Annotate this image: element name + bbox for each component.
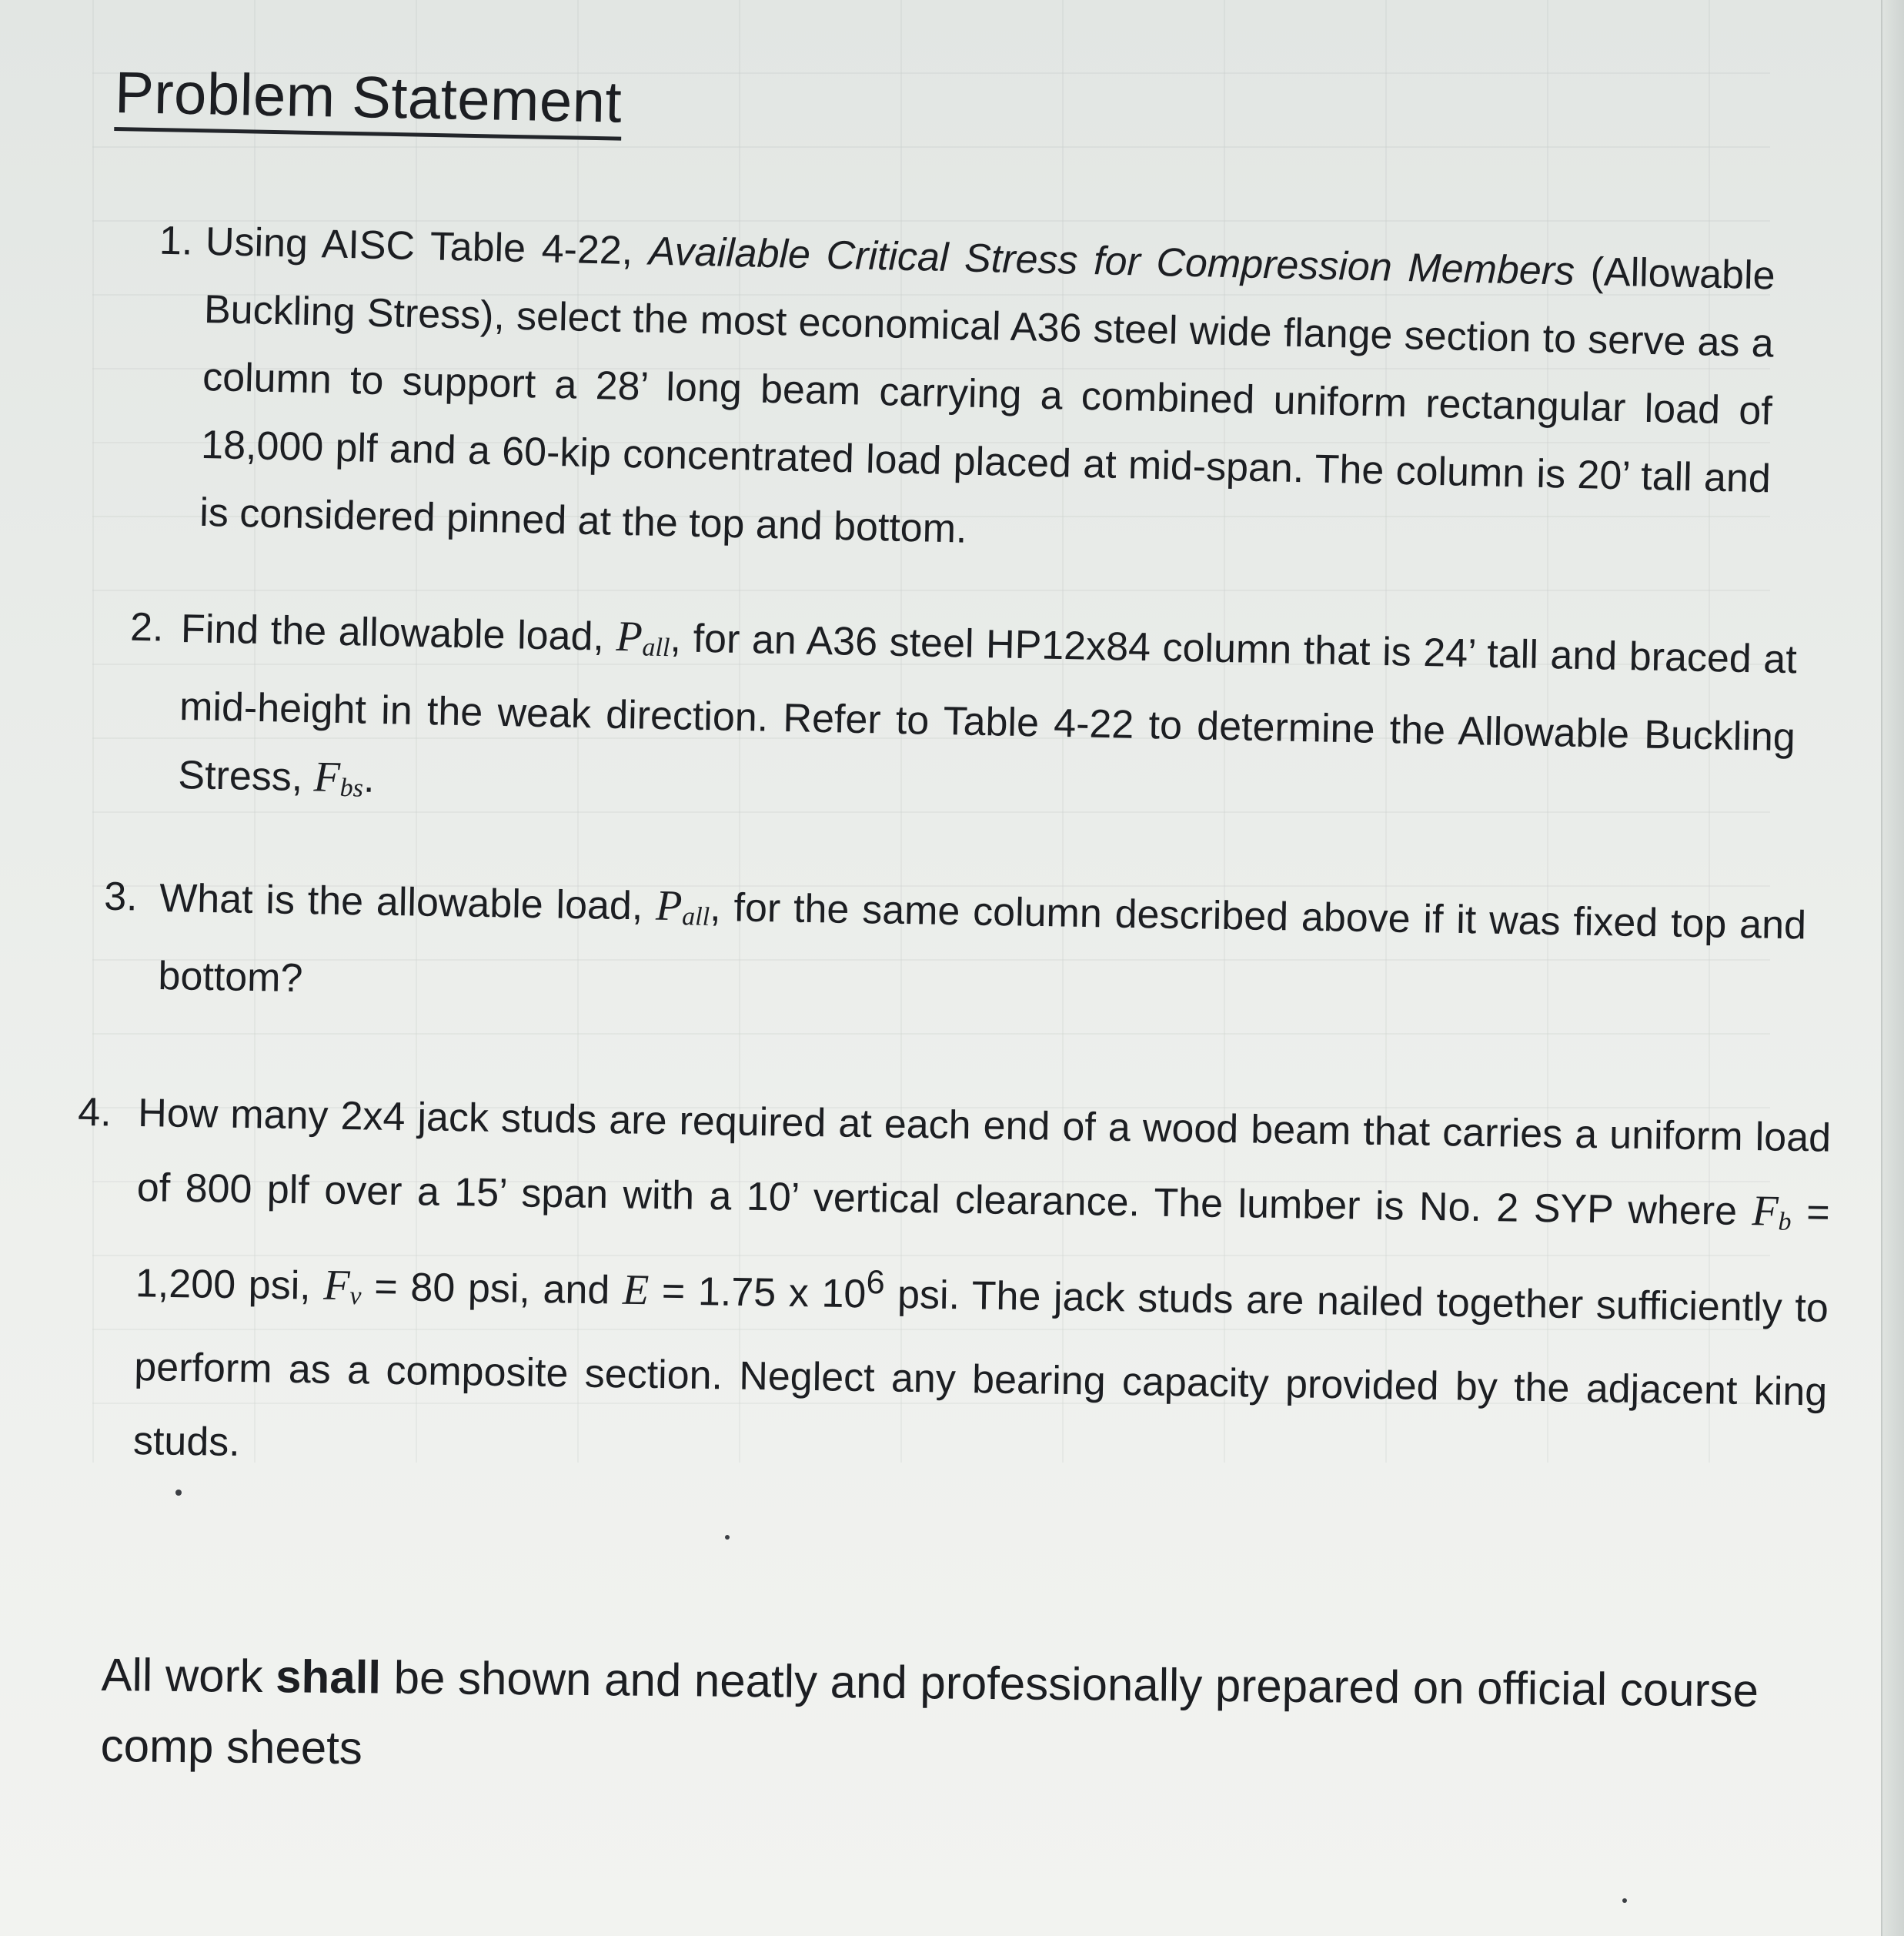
problem-text: , for the same column described above if it was fixed top and bottom? [158, 884, 1807, 1001]
problem-text: (Allowable Buckling Stress), select the most economical A36 steel wide flange section to serve as a column to support a 28’ long beam carrying a combined uniform rectangular load of 18,000 plf and a 60-kip concentrated load placed at mid-span. The column is 20’ tall and is considered pinned at the top and bottom. [199, 249, 1776, 552]
table-title-italic: Available Critical Stress for Compression Members [648, 229, 1575, 294]
problem-text: How many 2x4 jack studs are required at each end of a wood beam that carries a uniform load of 800 plf over a 15’ span with a 10’ vertical clearance. The lumber is No. 2 SYP where [136, 1090, 1832, 1235]
problem-text: Find the allowable load, [180, 606, 617, 660]
exponent: 6 [866, 1264, 886, 1302]
problem-2: 2. Find the allowable load, $P_{all}$, for an A36 steel HP12x84 column that is 24’ tall and braced at mid-height in the weak direction. Refer to Table 4-22 to determine the Allowable Buckling Stress, $F_{bs}$. [177, 594, 1797, 850]
emphasis-bold: shall [275, 1650, 382, 1704]
problem-number: 3. [103, 874, 139, 920]
problem-text: , for an A36 steel HP12x84 column that is 24’ tall and braced at mid-height in the weak direction. Refer to Table 4-22 to determine the Allowable Buckling Stress, [177, 616, 1798, 801]
problem-3 [103, 864, 1807, 1037]
problem-text: What is the allowable load, [159, 875, 656, 929]
problem-4: 4. How many 2x4 jack studs are required at each end of a wood beam that carries a uniform load of 800 plf over a 15’ span with a 10’ vertical clearance. The lumber is No. 2 SYP where $F_b = 1,200$ psi, $F_v = 80$ psi, and E = 1.75 x $10^6$ psi. The jack studs are nailed together sufficiently to perform as a composite section. Neglect any bearing capacity provided by the adjacent king studs. [132, 1076, 1832, 1503]
paper-speck [1622, 1898, 1627, 1903]
problem-number: 1. [159, 218, 194, 264]
p-all-symbol: $P_{all}$ [655, 881, 710, 931]
footer-instruction: All work shall be shown and neatly and professionally prepared on official course comp sheets [100, 1648, 1759, 1774]
f-v-symbol: $F_v$ [322, 1261, 362, 1311]
page-edge [1881, 0, 1904, 1936]
paper-speck [725, 1535, 730, 1540]
page-title: Problem Statement [114, 60, 623, 141]
e-symbol: E [622, 1266, 650, 1315]
problem-text: Using AISC Table 4-22, [205, 219, 650, 274]
f-b-symbol: $F_b$ [1752, 1187, 1792, 1236]
problem-number: 4. [77, 1089, 112, 1135]
problem-text: psi. The jack studs are nailed together sufficiently to perform as a composite section. Neglect any bearing capacity provided by the adjacent king studs. [132, 1272, 1829, 1466]
f-bs-symbol: $F_{bs}$ [313, 753, 364, 803]
p-all-symbol: $P_{all}$ [615, 612, 670, 663]
problem-1 [159, 208, 1776, 580]
paper-speck [175, 1490, 182, 1496]
problem-number: 2. [129, 604, 165, 650]
